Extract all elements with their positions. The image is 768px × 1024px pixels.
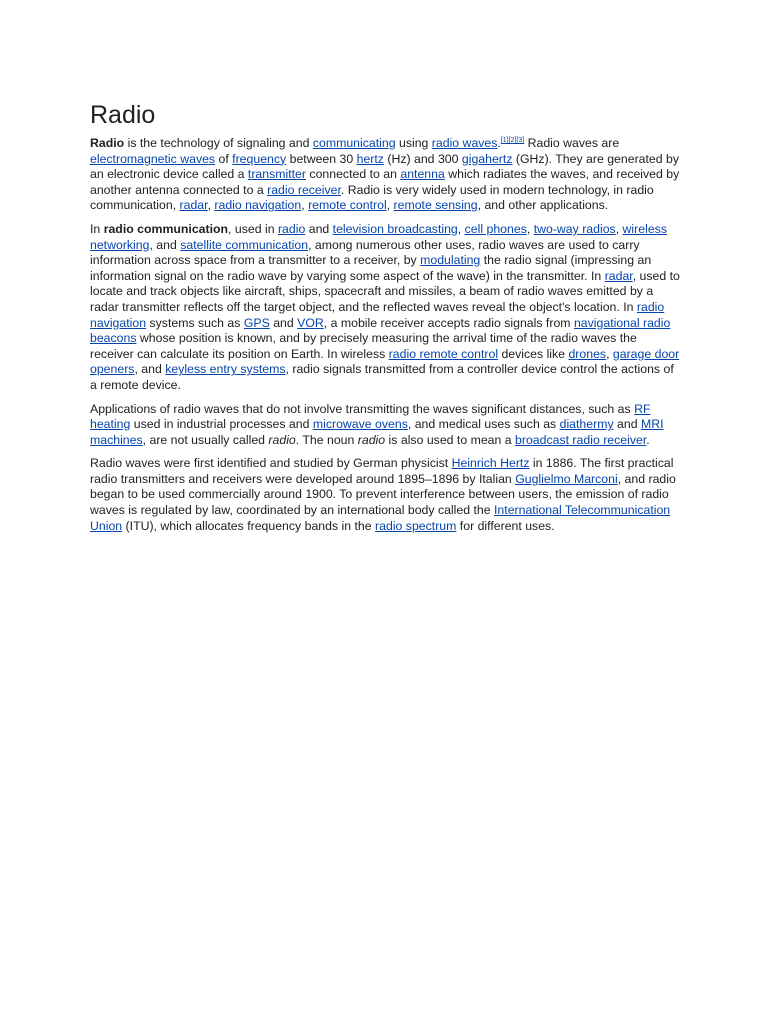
link-keyless-entry-systems[interactable]: keyless entry systems: [165, 362, 286, 377]
link-gigahertz[interactable]: gigahertz: [461, 151, 513, 166]
text: , and other applications.: [477, 198, 609, 213]
link-navigational-radio-beacons[interactable]: navigational radio beacons: [90, 315, 671, 346]
text: using: [395, 136, 432, 150]
text: devices like: [498, 346, 569, 361]
link-garage-door-openers[interactable]: garage door openers: [90, 346, 680, 377]
text: of: [215, 151, 233, 166]
text: and: [305, 221, 333, 236]
text: which radiates the waves, and received by another antenna connected to a: [90, 167, 680, 197]
text: .: [497, 136, 501, 150]
link-modulating[interactable]: modulating: [420, 253, 481, 268]
italic-term: radio: [357, 432, 386, 447]
link-broadcast-radio-receiver[interactable]: broadcast radio receiver: [515, 432, 647, 447]
text: systems such as: [146, 315, 244, 330]
text: is the technology of signaling and: [124, 136, 313, 150]
text: . The noun: [295, 432, 358, 447]
italic-term: radio: [268, 432, 296, 447]
link-radio-navigation[interactable]: radio navigation: [214, 198, 302, 213]
link-antenna[interactable]: antenna: [400, 167, 445, 182]
text: ,: [386, 198, 394, 213]
link-vor[interactable]: VOR: [297, 315, 324, 330]
text: ,: [301, 198, 309, 213]
text: connected to an: [306, 167, 401, 182]
text: .: [646, 432, 650, 447]
link-radio-receiver[interactable]: radio receiver: [267, 182, 341, 197]
text: between 30: [286, 151, 357, 166]
text: , and: [134, 362, 166, 377]
text: , among numerous other uses, radio waves are used to carry information across space from a transmitter to a receiver, by: [90, 237, 640, 268]
bold-term: Radio: [90, 136, 125, 150]
text: Radio waves were first identified and studied by German physicist: [90, 456, 452, 471]
text: ,: [457, 221, 465, 236]
text: In: [90, 221, 104, 236]
text: whose position is known, and by precisely measuring the arrival time of the radio waves the receiver can calculate its position on Earth. In wireless: [90, 331, 637, 361]
text: , used to locate and track objects like aircraft, ships, spacecraft and missiles, a beam of radio waves emitted by a radar transmitter reflects off the target object, and the reflected waves reveal the object's location. In: [90, 268, 680, 314]
link-radio-navigation[interactable]: radio navigation: [90, 299, 665, 330]
link-two-way-radios[interactable]: two-way radios: [533, 221, 616, 236]
text: Radio waves are: [524, 136, 620, 150]
link-radio-waves[interactable]: radio waves: [431, 136, 498, 150]
link-radio[interactable]: radio: [277, 221, 306, 236]
paragraph-history: [90, 456, 682, 534]
page-title: Radio: [90, 101, 156, 129]
text: used in industrial processes and: [130, 417, 313, 432]
text: ,: [615, 221, 623, 236]
link-diathermy[interactable]: diathermy: [559, 417, 614, 432]
link-hertz[interactable]: hertz: [356, 151, 384, 166]
text: (GHz). They are generated by an electronic device called a: [90, 151, 680, 182]
text: is also used to mean a: [385, 432, 516, 447]
link-frequency[interactable]: frequency: [232, 151, 287, 166]
text: the radio signal (impressing an information signal on the radio wave by varying some aspect of the wave) in the transmitter. In: [90, 253, 652, 283]
link-gps[interactable]: GPS: [243, 315, 270, 330]
text: , are not usually called: [142, 432, 269, 447]
paragraph-communication: [90, 222, 682, 394]
citation: [501, 137, 524, 144]
link-television-broadcasting[interactable]: television broadcasting: [332, 221, 458, 236]
text: ,: [606, 346, 613, 361]
text: , and: [149, 237, 181, 252]
text: . Radio is very widely used in modern technology, in radio communication,: [90, 182, 654, 213]
link-satellite-communication[interactable]: satellite communication: [180, 237, 309, 252]
text: ,: [526, 221, 534, 236]
paragraph-applications: [90, 402, 682, 449]
text: (Hz) and 300: [383, 151, 462, 166]
link-electromagnetic-waves[interactable]: electromagnetic waves: [90, 151, 216, 166]
text: , a mobile receiver accepts radio signals from: [323, 315, 574, 330]
link-communicating[interactable]: communicating: [312, 136, 396, 150]
text: ,: [207, 198, 215, 213]
link-radar[interactable]: radar: [604, 268, 633, 283]
text: , radio signals transmitted from a controller device control the actions of a remote device.: [90, 362, 674, 392]
link-mri-machines[interactable]: MRI machines: [90, 417, 664, 447]
link-heinrich-hertz[interactable]: Heinrich Hertz: [451, 456, 530, 471]
bold-term: radio communication: [103, 221, 229, 236]
text: in 1886. The first practical radio transmitters and receivers were developed around 1895–1896 by Italian: [90, 456, 674, 486]
link-microwave-ovens[interactable]: microwave ovens: [312, 417, 408, 432]
link-radio-spectrum[interactable]: radio spectrum: [375, 518, 457, 533]
link-rf-heating[interactable]: RF heating: [90, 401, 651, 432]
link-transmitter[interactable]: transmitter: [247, 167, 306, 182]
link-drones[interactable]: drones: [568, 346, 607, 361]
text: , used in: [228, 221, 278, 236]
link-cell-phones[interactable]: cell phones: [464, 221, 527, 236]
link-guglielmo-marconi[interactable]: Guglielmo Marconi: [515, 471, 618, 486]
link-wireless-networking[interactable]: wireless networking: [90, 221, 667, 252]
link-remote-control[interactable]: remote control: [308, 198, 387, 213]
text: for different uses.: [456, 518, 555, 533]
article: [90, 100, 682, 542]
link-radar[interactable]: radar: [179, 198, 208, 213]
text: , and radio began to be used commercially around 1900. To prevent interference between users, the emission of radio waves is regulated by law, coordinated by an international body called the: [90, 471, 676, 518]
text: (ITU), which allocates frequency bands in the: [122, 518, 376, 533]
link-radio-remote-control[interactable]: radio remote control: [388, 346, 499, 361]
text: , and medical uses such as: [407, 417, 560, 432]
link-itu[interactable]: International Telecommunication Union: [90, 503, 671, 533]
link-citation[interactable]: [1][2][3]: [500, 136, 525, 144]
text: Applications of radio waves that do not involve transmitting the waves significant distances, such as: [90, 401, 635, 416]
paragraph-intro: [90, 136, 682, 214]
text: and: [613, 417, 641, 432]
link-remote-sensing[interactable]: remote sensing: [393, 198, 478, 213]
text: and: [269, 315, 298, 330]
